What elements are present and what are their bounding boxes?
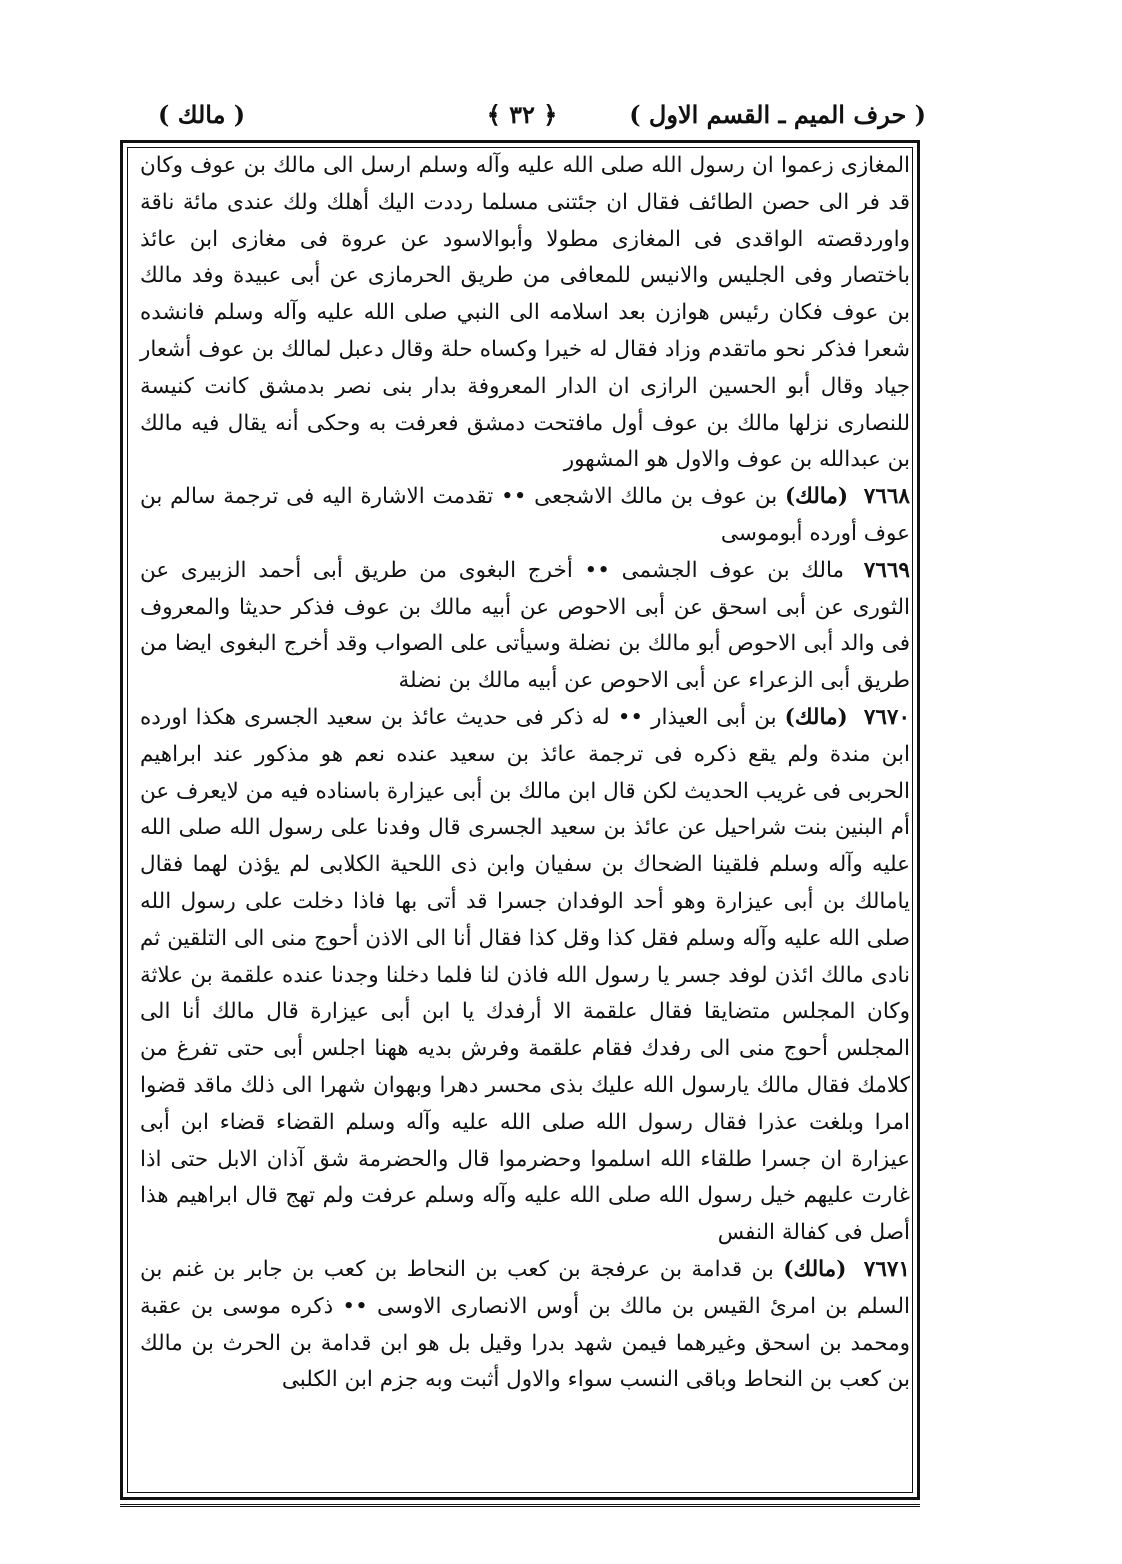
entry-7671 [140,1252,910,1399]
paragraph-text: بن عوف بن مالك الاشجعى •• تقدمت الاشارة اليه فى ترجمة سالم بن عوف أورده أبوموسى [140,484,910,546]
entry-7670 [140,700,910,1252]
entry-name: (مالك) [784,704,848,730]
entry-7668 [140,479,910,553]
entry-heading: ( مالك ) [158,100,246,129]
page-body [140,148,910,1399]
entry-name: (مالك) [783,1256,847,1282]
entry-number: ٧٦٧١ [863,1256,910,1282]
entry-name: (مالك) [784,484,849,510]
paragraph-text: بن قدامة بن عرفجة بن كعب بن النحاط بن كعب بن جابر بن غنم بن السلم بن امرئ القيس بن مالك بن أوس الانصارى الاوسى •• ذكره موسى بن عقبة ومحمد بن اسحق وغيرهما فيمن شهد بدرا وقيل بل هو ابن قدامة بن الحرث بن مالك بن كعب بن النحاط وباقى النسب سواء والاول أثبت وبه جزم ابن الكلبى [140,1256,910,1393]
paragraph-text: بن أبى العيذار •• له ذكر فى حديث عائذ بن سعيد الجسرى هكذا اورده ابن مندة ولم يقع ذكره فى ترجمة عائذ بن سعيد عنده نعم هو مذكور عند ابراهيم الحربى فى غريب الحديث لكن قال ابن مالك بن أبى عيزارة باسناده فيه من لايعرف عن أم البنين بنت شراحيل عن عائذ بن سعيد الجسرى قال وفدنا على رسول الله صلى الله عليه وآله وسلم فلقينا الضحاك بن سفيان وابن ذى اللحية الكلابى لم يؤذن لهما فقال يامالك بن أبى عيزارة وهو أحد الوفدان جسرا قد أتى بها فاذا دخلت على رسول الله صلى الله عليه وآله وسلم فقل كذا وقل كذا فقال أنا الى الاذن أحوج منى الى التلقين ثم نادى مالك ائذن لوفد جسر يا رسول الله فاذن لنا فلما دخلنا وجدنا عنده علقمة بن علاثة وكان المجلس متضايقا فقال علقمة الا أرفدك يا ابن أبى عيزارة قال مالك أنا الى المجلس أحوج منى الى رفدك فقام علقمة وفرش بديه ههنا اجلس أبى حتى تفرغ من كلامك فقال مالك يارسول الله عليك بذى محسر دهرا وبهوان شهرا الى ذلك ماقد قضوا امرا وبلغت عذرا فقال رسول الله صلى الله عليه وآله وسلم القضاء قضاء ابن أبى عيزارة ان جسرا طلقاء الله اسلموا وحضرموا قال والحضرمة شق آذان الابل حتى اذا غارت عليهم خيل رسول الله صلى الله عليه وآله وسلم عرفت ولم تهج قال ابراهيم هذا أصل فى كفالة النفس [140,704,910,1246]
entry-number: ٧٦٦٨ [863,484,910,510]
paragraph-text: المغازى زعموا ان رسول الله صلى الله عليه وآله وسلم ارسل الى مالك بن عوف وكان قد فر الى حصن الطائف فقال ان جئتنى مسلما رددت اليك أهلك ولك عندى مائة ناقة واوردقصته الواقدى فى المغازى مطولا وأبوالاسود عن عروة فى مغازى ابن عائذ باختصار وفى الجليس والانيس للمعافى من طريق الحرمازى عن أبى عبيدة وفد مالك بن عوف فكان رئيس هوازن بعد اسلامه الى النبي صلى الله عليه وآله وسلم فانشده شعرا فذكر نحو ماتقدم وزاد فقال له خيرا وكساه حلة وقال دعبل لمالك بن عوف أشعار جياد وقال أبو الحسين الرازى ان الدار المعروفة بدار بنى نصر بدمشق كانت كنيسة للنصارى نزلها مالك بن عوف أول مافتحت دمشق فعرفت به وحكى أنه يقال فيه مالك بن عبدالله بن عوف والاول هو المشهور [140,153,910,473]
paragraph-text: مالك بن عوف الجشمى •• أخرج البغوى من طريق أبى أحمد الزبيرى عن الثورى عن أبى اسحق عن أبى الاحوص عن أبيه مالك بن عوف فذكر حديثا والمعروف فى والد أبى الاحوص أبو مالك بن نضلة وسيأتى على الصواب وقد أخرج البغوى ايضا من طريق أبى الزعراء عن أبى الاحوص عن أبيه مالك بن نضلة [140,557,910,694]
entry-number: ٧٦٦٩ [863,557,910,583]
entry-number: ٧٦٧٠ [863,704,911,730]
bottom-rule [120,1504,920,1507]
paragraph-continuation [140,148,910,479]
page-number: ﴿ ٣٢ ﴾ [486,100,558,129]
page-header [118,96,926,140]
entry-7669 [140,553,910,700]
section-title: ( حرف الميم ـ القسم الاول ) [629,100,926,129]
